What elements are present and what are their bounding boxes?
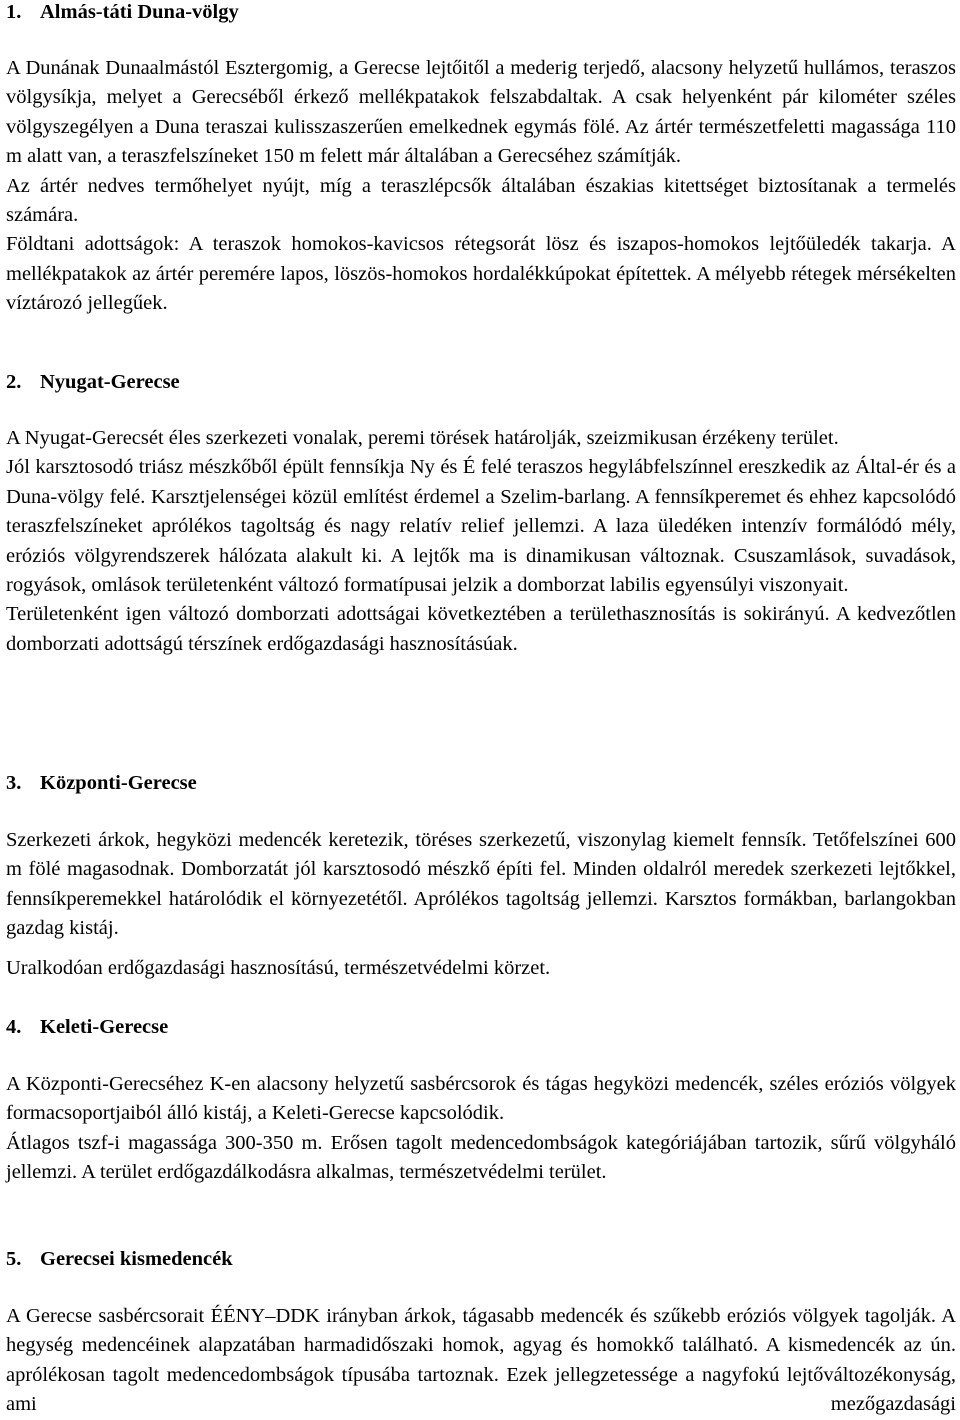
section-body-4 bbox=[6, 1070, 956, 1188]
paragraph: Jól karsztosodó triász mészkőből épült fennsíkja Ny és É felé teraszos hegylábfelszínnel ereszkedik az Által-ér és a Duna-völgy felé. Karsztjelenségei közül említést érdemel a Szelim-barlang. A fennsíkperemet és ehhez kapcsolódó teraszfelszíneket aprólékos tagoltság és nagy relatív relief jellemzi. A laza üledéken intenzív formálódó mély, eróziós völgyrendszerek hálózata alakult ki. A lejtők ma is dinamikusan változnak. Csuszamlások, suvadások, rogyások, omlások területenként változó formatípusai jelzik a domborzat labilis egyensúlyi viszonyait. bbox=[6, 456, 956, 597]
paragraph-gap bbox=[6, 944, 956, 954]
section-title: Központi-Gerecse bbox=[40, 772, 197, 794]
section-heading-5 bbox=[6, 1245, 233, 1274]
paragraph: Területenként igen változó domborzati adottságai következtében a területhasznosítás is sokirányú. A kedvezőtlen domborzati adottságú térszínek erdőgazdasági hasznosításúak. bbox=[6, 603, 956, 655]
section-heading-2 bbox=[6, 368, 180, 397]
paragraph: Az ártér nedves termőhelyet nyújt, míg a teraszlépcsők általában északias kitettséget biztosítanak a termelés számára. bbox=[6, 174, 956, 227]
section-number: 5. bbox=[6, 1248, 22, 1270]
section-number: 2. bbox=[6, 371, 22, 393]
section-number: 3. bbox=[6, 772, 22, 794]
paragraph: Uralkodóan erdőgazdasági hasznosítású, természetvédelmi körzet. bbox=[6, 956, 551, 979]
section-heading-4 bbox=[6, 1013, 168, 1042]
section-body-5 bbox=[6, 1302, 956, 1420]
section-body-3 bbox=[6, 826, 956, 983]
paragraph: A Gerecse sasbércsorait ÉÉNY–DDK irányban árkok, tágasabb medencék és szűkebb eróziós völgyek tagolják. A hegység medencéinek alapzatában harmadidőszaki homok, agyag és homokkő található. A kismedencék az ún. aprólékosan tagolt medencedombságok típusába tartoznak. Ezek jellegzetessége a nagyfokú lejtőváltozékonyság, ami mezőgazdasági bbox=[6, 1305, 956, 1416]
paragraph: A Nyugat-Gerecsét éles szerkezeti vonalak, peremi törések határolják, szeizmikusan érzékeny terület. bbox=[6, 427, 839, 449]
paragraph: Szerkezeti árkok, hegyközi medencék keretezik, töréses szerkezetű, viszonylag kiemelt fennsík. Tetőfelszínei 600 m fölé magasodnak. Domborzatát jól karsztosodó mészkő építi fel. Minden oldalról meredek szerkezeti lejtőkkel, fennsíkperemekkel határolódik el környezetétől. Aprólékos tagoltság jellemzi. Karsztos formákban, barlangokban gazdag kistáj. bbox=[6, 829, 956, 940]
paragraph: Földtani adottságok: A teraszok homokos-kavicsos rétegsorát lösz és iszapos-homokos lejtőüledék takarja. A mellékpatakok az ártér peremére lapos, löszös-homokos hordalékkúpokat építettek. A mélyebb rétegek mérsékelten víztározó jellegűek. bbox=[6, 233, 956, 315]
section-body-1 bbox=[6, 54, 956, 319]
paragraph: A Dunának Dunaalmástól Esztergomig, a Gerecse lejtőitől a mederig terjedő, alacsony helyzetű hullámos, teraszos völgysíkja, melyet a Gerecséből érkező mellékpatakok felszabdaltak. A csak helyenként pár kilométer széles völgyszegélyen a Duna teraszai kulisszaszerűen emelkednek egymás fölé. Az ártér természetfeletti magassága 110 m alatt van, a teraszfelszíneket 150 m felett már általában a Gerecséhez számítják. bbox=[6, 57, 956, 168]
section-number: 1. bbox=[6, 1, 22, 23]
section-body-2 bbox=[6, 424, 956, 659]
section-number: 4. bbox=[6, 1016, 22, 1038]
section-heading-3 bbox=[6, 769, 197, 798]
section-title: Nyugat-Gerecse bbox=[40, 371, 180, 393]
paragraph: Átlagos tszf-i magassága 300-350 m. Erősen tagolt medencedombságok kategóriájában tartozik, sűrű völgyháló jellemzi. A terület erdőgazdálkodásra alkalmas, természetvédelmi terület. bbox=[6, 1131, 956, 1184]
section-title: Keleti-Gerecse bbox=[40, 1016, 169, 1038]
section-heading-1 bbox=[6, 0, 239, 27]
paragraph: A Központi-Gerecséhez K-en alacsony helyzetű sasbércsorok és tágas hegyközi medencék, széles eróziós völgyek formacsoportjaiból álló kistáj, a Keleti-Gerecse kapcsolódik. bbox=[6, 1073, 956, 1125]
section-title: Gerecsei kismedencék bbox=[40, 1248, 233, 1270]
section-title: Almás-táti Duna-völgy bbox=[40, 1, 239, 23]
